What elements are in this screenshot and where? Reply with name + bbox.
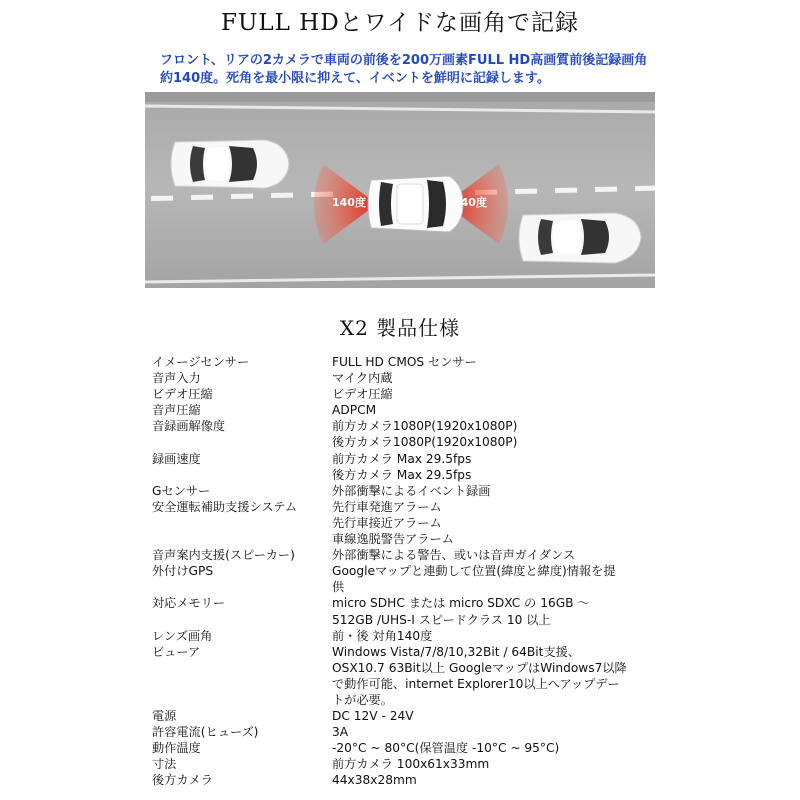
spec-value-line: ADPCM	[332, 403, 377, 418]
spec-value-line: 外部衝撃による警告、或いは音声ガイダンス	[332, 548, 576, 563]
spec-value-line: 前方カメラ1080P(1920x1080P)	[332, 419, 518, 434]
spec-value-line: 先行車発進アラーム	[332, 499, 442, 514]
spec-value	[332, 451, 672, 483]
spec-row	[152, 451, 672, 483]
spec-label: 後方カメラ	[152, 773, 213, 788]
spec-label: イメージセンサー	[152, 355, 250, 369]
spec-value-line: 前・後 対角140度	[332, 628, 433, 643]
spec-value-line: 512GB /UHS-I スピードクラス 10 以上	[332, 612, 551, 627]
spec-row	[152, 499, 672, 547]
spec-label: 対応メモリー	[152, 596, 226, 611]
spec-label: 音声案内支援(スピーカー)	[152, 548, 295, 563]
spec-row	[152, 418, 672, 450]
spec-row	[152, 547, 672, 563]
spec-row	[152, 644, 672, 708]
spec-label: 外付けGPS	[152, 564, 214, 579]
spec-row	[152, 628, 672, 644]
intro-line: 約140度。死角を最小限に抑えて、イベントを鮮明に記録します。	[160, 71, 550, 86]
spec-label: 電源	[152, 709, 177, 724]
spec-row	[152, 708, 672, 724]
spec-row	[152, 772, 672, 788]
spec-row	[152, 402, 672, 418]
spec-value-line: micro SDHC または micro SDXC の 16GB ～	[332, 596, 590, 611]
spec-label: 音声圧縮	[152, 403, 201, 418]
spec-value-line: 3A	[332, 725, 349, 740]
spec-value-line: OSX10.7 63Bit以上 GoogleマップはWindows7以降	[332, 660, 627, 675]
spec-value-line: 後方カメラ Max 29.5fps	[332, 467, 472, 482]
spec-value	[332, 740, 672, 756]
spec-value	[332, 370, 672, 386]
spec-label: Gセンサー	[152, 483, 211, 498]
spec-value	[332, 547, 672, 563]
front-angle-label: 140度	[453, 196, 487, 209]
spec-value	[332, 418, 672, 450]
spec-value-line: 後方カメラ1080P(1920x1080P)	[332, 435, 518, 450]
spec-row	[152, 740, 672, 756]
spec-value	[332, 354, 672, 370]
page-title: FULL HDとワイドな画角で記録	[220, 10, 579, 36]
road-figure	[145, 92, 655, 288]
spec-value	[332, 628, 672, 644]
spec-value	[332, 402, 672, 418]
spec-value-line: 44x38x28mm	[332, 773, 417, 788]
spec-row	[152, 563, 672, 595]
spec-value	[332, 563, 672, 595]
dashcam-angle-illustration	[145, 92, 655, 288]
spec-title: X2 製品仕様	[339, 316, 461, 340]
spec-value-line: 供	[332, 580, 345, 595]
spec-value	[332, 644, 672, 708]
car-left	[171, 140, 289, 188]
spec-row	[152, 756, 672, 772]
spec-value	[332, 483, 672, 499]
spec-row	[152, 483, 672, 499]
spec-value-line: マイク内蔵	[332, 371, 393, 386]
spec-value-line: -20°C ~ 80°C(保管温度 -10°C ~ 95°C)	[332, 741, 560, 756]
spec-value-line: Windows Vista/7/8/10,32Bit / 64Bit支援、	[332, 644, 581, 659]
spec-value-line: 外部衝撃によるイベント録画	[332, 483, 491, 498]
spec-value-line: ビデオ圧縮	[332, 387, 393, 402]
spec-value-line: 車線逸脱警告アラーム	[332, 532, 454, 547]
car-center	[368, 176, 463, 232]
spec-row	[152, 386, 672, 402]
spec-value-line: 先行車接近アラーム	[332, 515, 442, 530]
spec-row	[152, 724, 672, 740]
spec-row	[152, 595, 672, 627]
spec-value	[332, 595, 672, 627]
spec-value	[332, 708, 672, 724]
spec-value-line: トが必要。	[332, 692, 393, 707]
spec-value-line: Googleマップと連動して位置(緯度と緯度)情報を提	[332, 564, 616, 579]
spec-label: 録画速度	[152, 451, 201, 466]
spec-value	[332, 756, 672, 772]
car-right	[519, 213, 641, 263]
spec-value-line: 前方カメラ 100x61x33mm	[332, 757, 490, 772]
spec-value-line: で動作可能、internet Explorer10以上へアップデー	[332, 676, 620, 691]
spec-label: 音録画解像度	[152, 419, 226, 434]
spec-value	[332, 772, 672, 788]
intro-line: フロント、リアの2カメラで車両の前後を200万画素FULL HD高画質前後記録画角	[160, 53, 648, 68]
spec-value	[332, 386, 672, 402]
road-edge-top	[145, 92, 655, 102]
intro-text	[160, 52, 650, 88]
spec-table	[152, 354, 672, 789]
spec-label: 許容電流(ヒューズ)	[152, 725, 259, 740]
rear-angle-label: 140度	[332, 196, 366, 209]
spec-value-line: 前方カメラ Max 29.5fps	[332, 451, 472, 466]
spec-row	[152, 354, 672, 370]
spec-label: 安全運転補助支援システム	[152, 499, 298, 514]
spec-value-line: DC 12V - 24V	[332, 709, 414, 724]
spec-label: 寸法	[152, 757, 177, 772]
spec-label: レンズ画角	[152, 628, 213, 643]
spec-label: ビューア	[152, 644, 201, 659]
spec-value-line: FULL HD CMOS センサー	[332, 355, 477, 369]
spec-value	[332, 724, 672, 740]
spec-row	[152, 370, 672, 386]
spec-label: 音声入力	[152, 371, 201, 386]
spec-label: ビデオ圧縮	[152, 387, 213, 402]
spec-label: 動作温度	[152, 741, 201, 756]
spec-value	[332, 499, 672, 547]
